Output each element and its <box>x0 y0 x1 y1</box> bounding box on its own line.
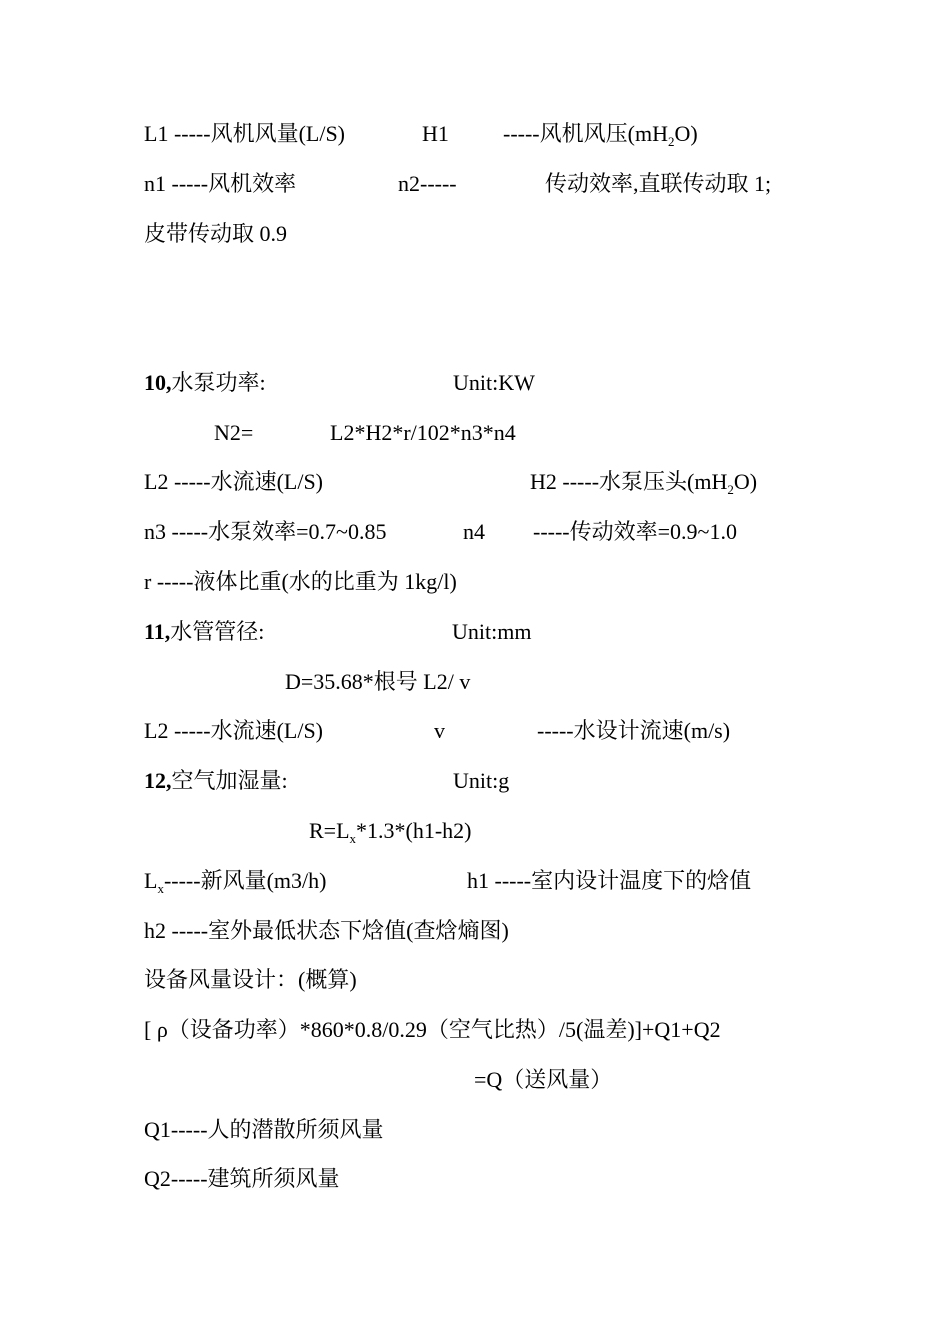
fan-l1-line <box>144 120 345 148</box>
subscript-2: 2 <box>727 482 734 497</box>
pump-formula-lhs: N2= <box>214 420 254 445</box>
humid-unit: Unit:g <box>453 768 510 793</box>
humid-lx-definition: $L_x-----$新风量(m3/h) <box>144 868 327 896</box>
humid-h2-definition: h2 -----室外最低状态下焓值(查焓熵图) <box>144 918 509 943</box>
airflow-q2-definition: Q2-----建筑所须风量 <box>144 1166 340 1191</box>
humid-formula: $R=L_x*1.3*(h1-h2)$ <box>309 818 472 846</box>
pump-l2-definition: L2 -----水流速(L/S) <box>144 469 324 494</box>
pump-n4-label: n4 <box>463 519 485 544</box>
fan-h1-label: H1 <box>422 121 449 146</box>
subscript-2: 2 <box>667 134 675 149</box>
fan-n2-definition-cont: 皮带传动取 0.9 <box>144 221 288 246</box>
pump-n4-definition: -----传动效率=0.9~1.0 <box>533 519 737 544</box>
pump-heading: 10,水泵功率: <box>144 370 266 395</box>
subscript-x: x <box>157 881 164 896</box>
pump-r-definition: r -----液体比重(水的比重为 1kg/l) <box>144 569 457 594</box>
pump-n3-definition: n3 -----水泵效率=0.7~0.85 <box>144 519 387 544</box>
pump-unit: Unit:KW <box>453 370 535 395</box>
humid-heading: 12,空气加湿量: <box>144 768 288 793</box>
subscript-x: x <box>349 831 357 846</box>
pipe-v-definition: -----水设计流速(m/s) <box>537 718 731 743</box>
humid-h1-definition: h1 -----室内设计温度下的焓值 <box>467 868 752 893</box>
pipe-l2-definition: L2 -----水流速(L/S) <box>144 718 324 743</box>
airflow-formula-line2: =Q（送风量） <box>474 1067 613 1092</box>
airflow-title: 设备风量设计：(概算) <box>144 967 357 992</box>
fan-n2-definition: 传动效率,直联传动取 1; <box>545 171 772 196</box>
airflow-q1-definition: Q1-----人的潜散所须风量 <box>144 1117 384 1142</box>
pipe-unit: Unit:mm <box>452 619 532 644</box>
fan-n1-definition: n1 -----风机效率 <box>144 171 297 196</box>
fan-l1-definition: L1 -----风机风量(L/S) <box>144 121 346 146</box>
fan-n2-label: n2----- <box>398 171 457 196</box>
pump-formula-rhs: L2*H2*r/102*n3*n4 <box>330 420 516 445</box>
fan-h1-definition: -----风机风压$(mH_2O)$ <box>503 121 698 149</box>
airflow-formula-line1: [ ρ（设备功率）*860*0.8/0.29（空气比热）/5(温差)]+Q1+Q2 <box>144 1017 721 1042</box>
pipe-formula: D=35.68*根号 L2/ v <box>285 669 471 694</box>
pipe-v-label: v <box>434 718 445 743</box>
pump-h2-definition: H2 -----水泵压头$(mH_2O)$ <box>530 469 758 497</box>
pipe-heading: 11,水管管径: <box>144 619 265 644</box>
